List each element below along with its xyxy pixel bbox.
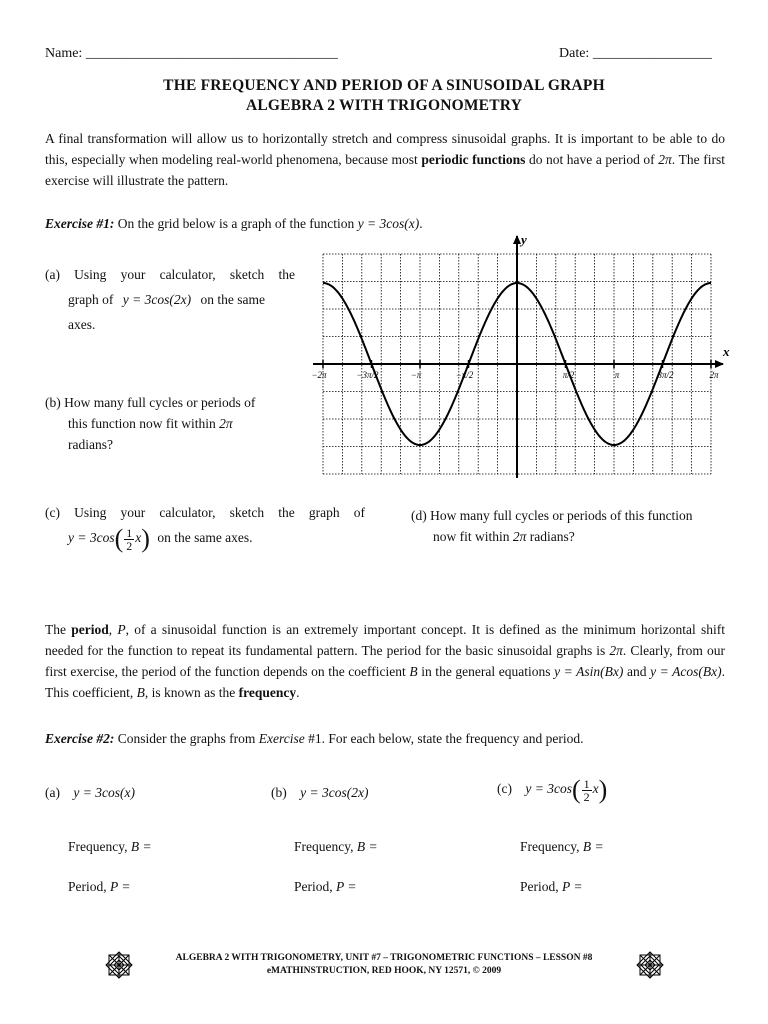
date-blank[interactable]: _________________ — [592, 46, 712, 61]
part-c-fraction: $\frac{1}{2}$ — [126, 525, 133, 553]
exercise1-part-d — [411, 505, 731, 547]
tick-label: 3π/2 — [657, 370, 674, 380]
exercise2-a-function: y = 3cos(x) — [73, 785, 135, 800]
intro-paragraph — [45, 128, 725, 191]
part-c-function-var: x — [135, 530, 142, 546]
intro-text: A final transformation will allow us to horizontally stretch and compress sinusoidal graphs. It is important to be able to do this, especially when modeling real-world phenomena, because most — [45, 131, 725, 167]
frequency-answer-b[interactable]: Frequency, B = — [294, 839, 378, 854]
frequency-term: frequency — [238, 685, 297, 700]
intro-text: do not have a period of — [525, 152, 659, 167]
y-axis-label: y — [521, 232, 527, 247]
exercise1-text: On the grid below is a graph of the function — [117, 216, 355, 231]
part-a-text: axes. — [68, 317, 96, 332]
tick-label: −2π — [311, 370, 327, 380]
part-b-text: radians? — [68, 437, 113, 452]
period-answer-c[interactable]: Period, P = — [520, 879, 583, 894]
part-d-line: (d) How many full cycles or periods of this function — [411, 508, 693, 523]
exercise2-prompt: Exercise #2: Consider the graphs from Exercise #1. For each below, state the frequency and period. — [45, 731, 584, 746]
exercise2-b-function: y = 3cos(2x) — [300, 785, 369, 800]
period-answer-b[interactable]: Period, P = — [294, 879, 357, 894]
part-d-math: 2π — [512, 529, 527, 544]
period-term: period — [71, 622, 109, 637]
exercise1-part-c: (c) Using your calculator, sketch the graph of y = 3cos( $\frac{1}{2}$ x) on the same axes. — [45, 505, 365, 553]
date-label: Date: — [559, 46, 590, 61]
name-label: Name: — [45, 46, 83, 61]
exercise2-part-c: (c) y = 3cos( $\frac{1}{2}$ x) — [497, 775, 608, 804]
footer-line-2: eMATHINSTRUCTION, RED HOOK, NY 12571, © 2009 — [266, 966, 502, 976]
frequency-answer-a[interactable]: Frequency, B = — [68, 839, 152, 854]
part-a-function: y = 3cos(2x) — [122, 292, 192, 307]
graph-axes — [313, 235, 724, 478]
tick-label: π/2 — [562, 370, 575, 380]
part-b-math: 2π — [219, 416, 233, 431]
part-b-line: (b) How many full cycles or periods of — [45, 395, 256, 410]
part-a-line: (a) Using your calculator, sketch the — [45, 267, 295, 282]
tick-label: 2π — [709, 370, 719, 380]
cosine-graph — [305, 232, 735, 482]
part-b-text: this function now fit within — [68, 416, 216, 431]
tick-label: −π — [410, 370, 422, 380]
name-field[interactable] — [45, 46, 338, 62]
name-blank[interactable]: ____________________________________ — [85, 46, 338, 61]
y-axis-arrow — [513, 235, 521, 244]
part-c-function: y = 3cos — [68, 530, 115, 546]
exercise2-part-a: (a) y = 3cos(x) — [45, 785, 135, 800]
exercise2-label: Exercise #2: — [45, 731, 115, 746]
frequency-answer-c[interactable]: Frequency, B = — [520, 839, 604, 854]
exercise1-part-b — [45, 392, 295, 455]
tick-labels — [311, 370, 719, 380]
exercise1-label: Exercise #1: — [45, 216, 115, 231]
exercise2-part-b: (b) y = 3cos(2x) — [271, 785, 369, 800]
exercise2-c-fraction: $\frac{1}{2}$ — [583, 776, 590, 804]
part-d-text: radians? — [529, 529, 575, 544]
exercise1-prompt: Exercise #1: On the grid below is a graph of the function y = 3cos(x). — [45, 216, 423, 231]
page-title: THE FREQUENCY AND PERIOD OF A SINUSOIDAL GRAPH — [163, 77, 605, 94]
footer-line-1: ALGEBRA 2 WITH TRIGONOMETRY, UNIT #7 – TRIGONOMETRIC FUNCTIONS – LESSON #8 — [175, 953, 593, 963]
x-axis-label: x — [723, 344, 730, 359]
part-a-text: graph of — [68, 292, 114, 307]
period-answer-a[interactable]: Period, P = — [68, 879, 131, 894]
part-c-text: on the same axes. — [157, 530, 253, 546]
page-subtitle: ALGEBRA 2 WITH TRIGONOMETRY — [245, 97, 522, 114]
exercise1-function: y = 3cos(x) — [357, 216, 420, 231]
part-a-text: on the same — [200, 292, 265, 307]
tick-label: −3π/2 — [356, 370, 379, 380]
part-d-text: now fit within — [433, 529, 510, 544]
intro-bold-term: periodic functions — [421, 152, 526, 167]
tick-label: π — [614, 370, 620, 380]
intro-math: 2π — [658, 152, 672, 167]
period-paragraph: The period, P, of a sinusoidal function is an extremely important concept. It is defined as the minimum horizontal shift needed for the function to repeat its fundamental pattern. The period for the basic sinusoidal graphs is 2π. Clearly, from our first exercise, the period of the function depends on the coefficient B in the general equations y = Asin(Bx) and y = Acos(Bx). This coefficient, B, is known as the frequency. — [45, 622, 726, 700]
part-c-line: (c) Using your calculator, sketch the graph of — [45, 505, 365, 520]
exercise1-part-a — [45, 262, 295, 337]
date-field[interactable] — [559, 46, 712, 62]
tick-label: −π/2 — [455, 370, 474, 380]
x-axis-arrow — [715, 360, 724, 368]
intro-text: . The first exercise will illustrate the pattern. — [45, 152, 725, 188]
